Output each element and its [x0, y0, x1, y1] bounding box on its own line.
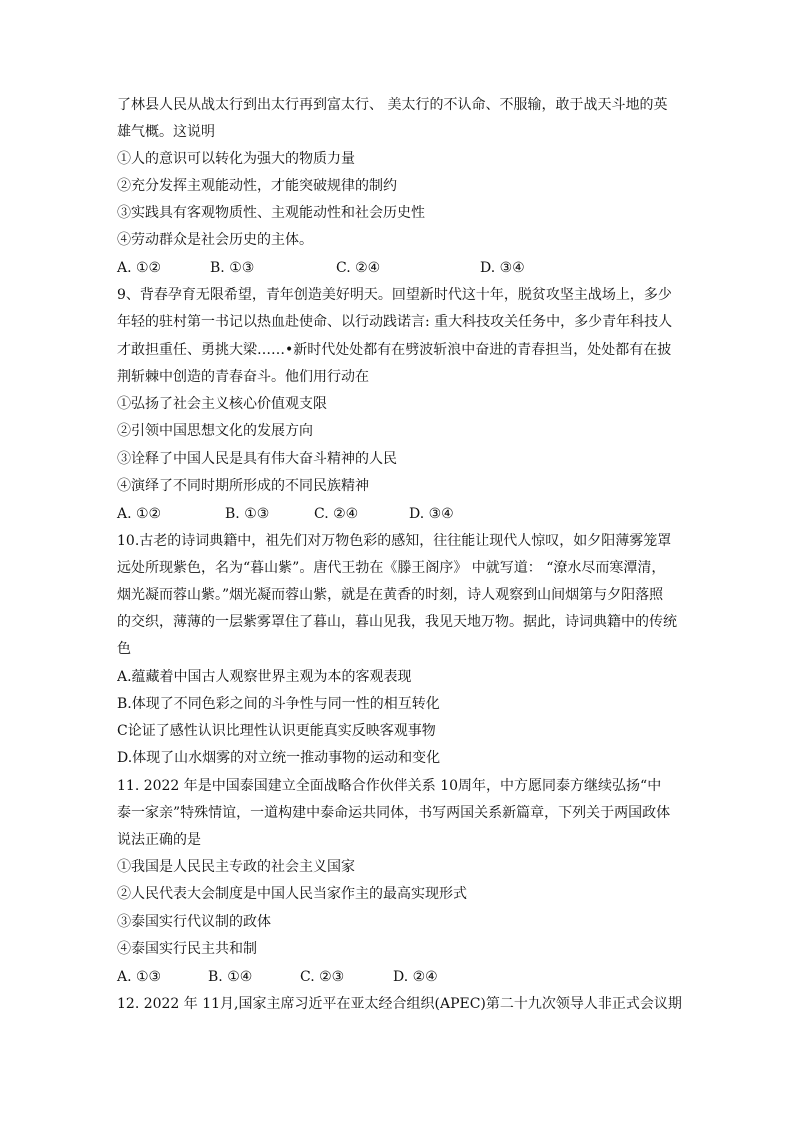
q8-statement-3: ③实践具有客观物质性、主观能动性和社会历史性: [117, 205, 425, 221]
q8-statement-1: ①人的意识可以转化为强大的物质力量: [117, 151, 355, 167]
q9-option-d[interactable]: D. ③④: [409, 506, 454, 522]
q8-option-d[interactable]: D. ③④: [480, 260, 525, 276]
q9-option-c[interactable]: C. ②④: [314, 506, 359, 522]
q8-statement-4: ④劳动群众是社会历史的主体。: [117, 232, 313, 248]
q10-choice-a[interactable]: A.蕴藏着中国古人观察世界主观为本的客观表现: [117, 669, 412, 685]
q9-statement-3: ③诠释了中国人民是具有伟大奋斗精神的人民: [117, 451, 397, 467]
q10-choice-b[interactable]: B.体现了不同色彩之间的斗争性与同一性的相互转化: [117, 696, 440, 712]
q9-statement-4: ④演绎了不同时期所形成的不同民族精神: [117, 478, 369, 494]
q8-statement-2: ②充分发挥主观能动性，才能突破规律的制约: [117, 178, 397, 194]
q8-options: [117, 258, 692, 278]
q9-statement-1: ①弘扬了社会主义核心价值观支限: [117, 396, 327, 412]
q9-stem-line-2: 年轻的驻村第一书记以热血赴使命、以行动践诺言: 重大科技攻关任务中，多少青年科技人: [117, 314, 673, 330]
q9-stem-line-3: 才敢担重任、勇挑大梁……•新时代处处都有在劈波斩浪中奋进的青春担当，处处都有在披: [117, 342, 672, 358]
q10-choice-c[interactable]: C论证了感性认识比理性认识更能真实反映客观事物: [117, 723, 436, 739]
q11-option-c[interactable]: C. ②③: [300, 969, 345, 985]
q9-stem-line-1: 9、背春孕育无限希望，青年创造美好明天。回望新时代这十年，脱贫攻坚主战场上，多少: [117, 287, 672, 303]
q8-option-b[interactable]: B. ①③: [210, 260, 255, 276]
q10-stem-line-4: 的交织，薄薄的一层紫雾罩住了暮山，暮山见我，我见天地万物。据此，诗词典籍中的传统: [117, 614, 677, 630]
q9-option-a[interactable]: A. ①②: [117, 506, 162, 522]
q11-statement-2: ②人民代表大会制度是中国人民当家作主的最高实现形式: [117, 886, 467, 902]
q9-statement-2: ②引领中国思想文化的发展方向: [117, 423, 313, 439]
q11-stem-line-1: 11. 2022 年是中国泰国建立全面战略合作伙伴关系 10周年，中方愿同泰方继续弘扬“中: [117, 778, 662, 794]
q12-stem-line-1: 12. 2022 年 11月,国家主席习近平在亚太经合组织(APEC)第二十九次领导人非正式会议期: [117, 996, 682, 1012]
q10-stem-line-1: 10.古老的诗词典籍中，祖先们对万物色彩的感知，往往能让现代人惊叹，如夕阳薄雾笼罩: [117, 533, 672, 549]
q8-option-a[interactable]: A. ①②: [117, 260, 162, 276]
q11-options: [117, 967, 692, 987]
q11-statement-1: ①我国是人民民主专政的社会主义国家: [117, 859, 355, 875]
q8-option-c[interactable]: C. ②④: [336, 260, 381, 276]
q10-stem-line-5: 色: [117, 641, 131, 657]
q11-option-b[interactable]: B. ①④: [208, 969, 253, 985]
q8-stem-line-1: 了林县人民从战太行到出太行再到富太行、 美太行的不认命、不服输，敢于战天斗地的英: [117, 97, 668, 113]
q11-option-d[interactable]: D. ②④: [393, 969, 438, 985]
q11-statement-4: ④泰国实行民主共和制: [117, 941, 257, 957]
q8-stem-line-2: 雄气概。这说明: [117, 124, 215, 140]
q10-stem-line-3: 烟光凝而蓉山紫。”烟光凝而蓉山紫，就是在黄香的时刻，诗人观察到山间烟第与夕阳落照: [117, 587, 664, 603]
q11-option-a[interactable]: A. ①③: [117, 969, 162, 985]
q9-option-b[interactable]: B. ①③: [225, 506, 270, 522]
q11-stem-line-2: 泰一家亲”特殊情谊，一道构建中泰命运共同体，书写两国关系新篇章，下列关于两国政体: [117, 805, 671, 821]
q11-stem-line-3: 说法正确的是: [117, 832, 201, 848]
q10-choice-d[interactable]: D.体现了山水烟雾的对立统一推动事物的运动和变化: [117, 750, 441, 766]
q11-statement-3: ③泰国实行代议制的政体: [117, 914, 271, 930]
q9-options: [117, 504, 692, 524]
q10-stem-line-2: 远处所现紫色，名为“暮山紫”。唐代王勃在《滕王阁序》 中就写道： “潦水尽而寒潭清，: [117, 560, 666, 576]
q9-stem-line-4: 荆斩棘中创造的青春奋斗。他们用行动在: [117, 369, 369, 385]
